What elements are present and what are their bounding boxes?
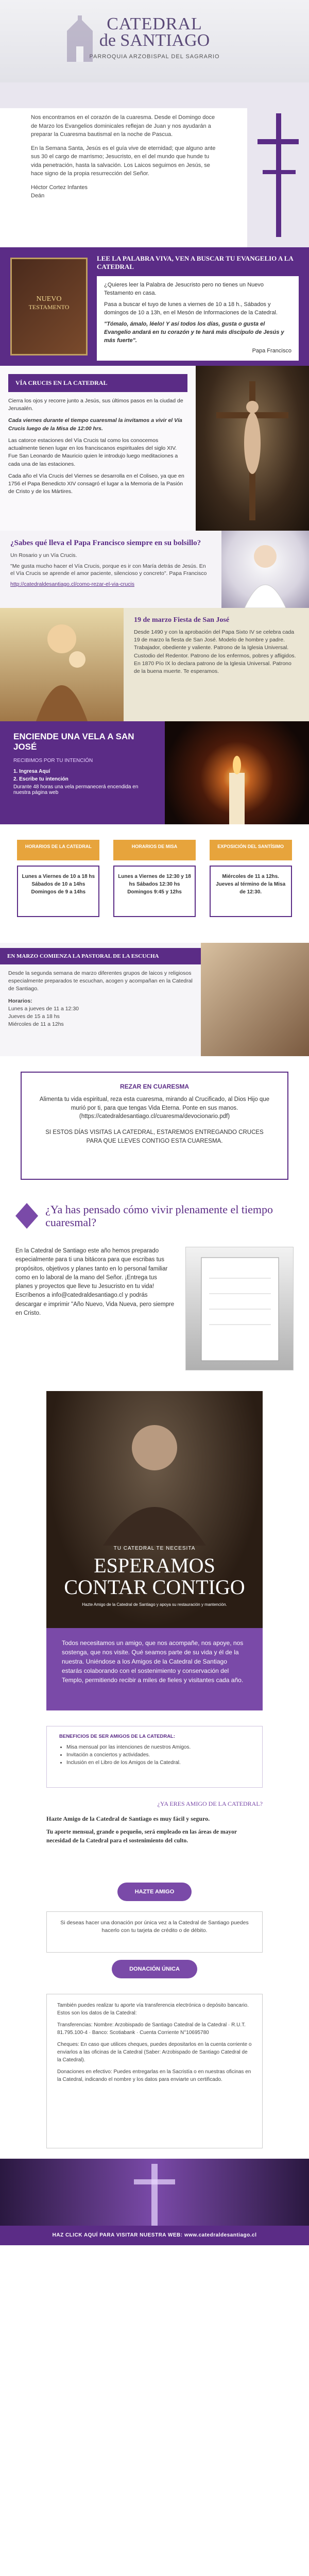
amigos-banner [46, 1391, 263, 1628]
candle-image [165, 721, 309, 824]
amigo-text: Tu aporte mensual, grande o pequeño, será empleado en las áreas de mayor necesidad de la Catedral para el sostenimiento del culto. [46, 1829, 237, 1844]
donacion-button-row [0, 1953, 309, 1989]
vela-step-link[interactable]: 1. Ingresa Aquí [13, 768, 50, 774]
vela-subtitle: RECIBIMOS POR TU INTENCIÓN [13, 757, 93, 764]
amigo-section [0, 1788, 309, 1875]
palabra-text-box [97, 276, 299, 361]
horario-card [17, 840, 99, 927]
donacion-info: Si deseas hacer una donación por única vez a la Catedral de Santiago puedes hacerlo con tu tarjeta de crédito o de débito. [46, 1911, 263, 1953]
escucha-hours-label: Horarios: [8, 997, 32, 1004]
intro-signature [31, 183, 216, 200]
section-title: REZAR EN CUARESMA [119, 1083, 189, 1090]
section-title: LEE LA PALABRA VIVA, VEN A BUSCAR TU EVANGELIO A LA CATEDRAL [97, 255, 294, 270]
cathedral-icon [62, 15, 98, 62]
banner-title [46, 1555, 263, 1598]
horarios-section [0, 824, 309, 943]
bitacora-body [0, 1236, 309, 1381]
logo-subtitle[interactable]: de SANTIAGO [99, 31, 210, 50]
amigo-lead: Hazte Amigo de la Catedral de Santiago es muy fácil y seguro. [46, 1815, 210, 1822]
donacion-paragraph: Transferencias: Nombre: Arzobispado de Santiago Catedral de la Catedral · R.U.T. 81.795.100-4 · Banco: Scotiabank · Cuenta Corriente N°10695780 [57, 2022, 246, 2036]
section-title: 19 de marzo Fiesta de San José [134, 616, 230, 624]
rezar-section [21, 1072, 288, 1180]
vela-content [0, 721, 165, 824]
beneficios-list [59, 1743, 250, 1767]
pope-image [221, 531, 309, 608]
intro-paragraph: Nos encontramos en el corazón de la cuaresma. Desde el Domingo doce de Marzo los Evangelios dominicales reflejan de Juan y nos ayudarán a preparar la Cuaresma bautismal en la noche de Pascua. [31, 114, 215, 138]
palabra-content [88, 255, 299, 359]
rezar-text: Alimenta tu vida espiritual, reza esta cuaresma, mirando al Crucificado, al Dios Hijo que murió por ti, para que tengas Vida Eterna. Ponte en sus manos. (https://catedraldesantiago.cl/cuaresma/devocionario.pdf) [39, 1096, 270, 1120]
bitacora-text: En la Catedral de Santiago este año hemos preparado especialmente para ti una bitácora para que escribas tus propósitos, objetivos y planes tanto en lo personal familiar como en lo laboral de la mano del Señor. ¡Entrega tus planes y proyectos que lleve tu Jesucristo en tu vida! Escríbenos a info@catedraldesantiago.cl y podrás descargar e imprimir "Año Nuevo, Vida Nueva, pero siempre en Cristo. [15, 1248, 175, 1316]
signature-name: Héctor Cortez Infantes [31, 184, 88, 191]
intro-image [227, 108, 309, 247]
logo-title[interactable]: CATEDRAL [107, 14, 202, 33]
escucha-content [0, 943, 201, 1056]
via-paragraph: Cierra los ojos y recorre junto a Jesús, sus últimos pasos en la ciudad de Jerusalén. [8, 398, 183, 412]
horario-card [113, 840, 196, 927]
via-paragraph: Cada viernes durante el tiempo cuaresmal la invitamos a vivir el Vía Crucis luego de la Misa de 12:00 hrs. [8, 417, 182, 432]
section-title: ENCIENDE UNA VELA A SAN JOSÉ [13, 732, 134, 752]
footer-website-link[interactable]: HAZ CLICK AQUÍ PARA VISITAR NUESTRA WEB: www.catedraldesantiago.cl [0, 2226, 309, 2245]
vela-step: Durante 48 horas una vela permanecerá encendida en nuestra página web [13, 784, 139, 795]
banner-title-line: CONTAR CONTIGO [64, 1575, 245, 1599]
palabra-quote: "Tómalo, ámalo, léelo! Y así todos los días, gusta o gusta el Evangelio andará en tu corazón y te hará más discípulo de Jesús y más fuerte". [104, 320, 284, 344]
san-jose-content [124, 608, 309, 721]
donacion-paragraph: Cheques: En caso que utilices cheques, puedes depositarlos en la cuenta corriente o enviarlos a las oficinas de la Catedral (Saber: Arzobispado de Santiago Catedral de la Catedral). [57, 2042, 252, 2063]
crucifix-image [196, 366, 309, 531]
donacion-paragraph: También puedes realizar tu aporte vía transferencia electrónica o depósito bancario. Estos son los datos de la Catedral: [57, 2003, 249, 2016]
cross-icon [0, 2159, 309, 2226]
intro-text [0, 108, 227, 247]
via-paragraph: Cada año el Vía Crucis del Viernes se desarrolla en el Coliseo, ya que en 1756 el Papa Benedicto XIV consagró el lugar a la Memoria de la Pasión de Cristo y de los Mártires. [8, 472, 184, 495]
escucha-hours: Jueves de 15 a 18 hs [8, 1013, 60, 1020]
via-paragraph: Las catorce estaciones del Vía Crucis tal como los conocemos actualmente tienen lugar en los franciscanos espirituales del siglo XIV. Fue San Leonardo de Mauricio quien le introdujo luego meditaciones a cada una de las estaciones. [8, 437, 178, 467]
amigos-message: Todos necesitamos un amigo, que nos acompañe, nos apoye, nos sostenga, que nos visite. Qué seamos parte de su vida y él de la nuestra. Uniéndose a los Amigos de la Catedral de Santiago estarás colaborando con el sostenimiento y conservación del Templo, permitiendo recibir a miles de fieles y visitantes cada año. [46, 1628, 263, 1710]
banner-caption: Hazte Amigo de la Catedral de Santiago y apoya su restauración y mantención. [82, 1602, 227, 1607]
intro-paragraph: En la Semana Santa, Jesús es el guía vive de eternidad; que alguno ante sus 30 el cargo de marrismo; Jesucristo, en el del mundo que hunde tu vida penetración, hasta la salvación. Los Laicos seguimos en Jesús, se hace signo de la propia resurrección del Señor. [31, 145, 216, 177]
pope-content [0, 531, 221, 608]
signature-role: Deán [31, 193, 45, 199]
pope-paragraph: "Me gusta mucho hacer el Vía Crucis, porque es ir con María detrás de Jesús. En el Vía Crucis se aprende el amor paciente, silencioso y concreto". Papa Francisco [10, 563, 207, 577]
priest-figure-icon [46, 1391, 263, 1546]
candle-icon [165, 721, 309, 824]
horario-title: EXPOSICIÓN DEL SANTÍSIMO [210, 840, 292, 860]
section-title: ¿Ya has pensado cómo vivir plenamente el tiempo cuaresmal? [45, 1202, 273, 1229]
horario-body: Miércoles de 11 a 12hs. Jueves al término de la Misa de 12:30. [210, 866, 292, 917]
logo-caption: PARROQUIA ARZOBISPAL DEL SAGRARIO [89, 54, 220, 60]
diamond-icon [15, 1203, 38, 1229]
san-jose-text: Desde 1490 y con la aprobación del Papa Sixto IV se celebra cada 19 de marzo la fiesta de San José. Modelo de hombre y padre. Trabajador, obediente y valiente. Patrono de la Iglesia Universal. Custodio del Redentor. Patrono de los enfermos, pobres y afligidos. En 1870 Pío IX lo declara patrono de la Iglesia Universal. Patrono de la buena muerte. Te esperamos. [134, 629, 296, 675]
section-title: ¿Sabes qué lleva el Papa Francisco siempre en su bolsillo? [10, 539, 201, 547]
section-title: VÍA CRUCIS EN LA CATEDRAL [8, 374, 187, 392]
list-item: • Inclusión en el Libro de los Amigos de la Catedral. [66, 1759, 250, 1767]
vela-section [0, 721, 309, 824]
book-label: TESTAMENTO [28, 303, 70, 311]
header [0, 0, 309, 82]
crucifix-icon [196, 366, 309, 531]
hazte-amigo-button[interactable]: HAZTE AMIGO [117, 1883, 192, 1901]
via-crucis-content [0, 366, 196, 531]
banner-tagline: TU CATEDRAL TE NECESITA [113, 1546, 196, 1551]
pope-paragraph: Un Rosario y un Vía Crucis. [10, 552, 77, 558]
escucha-hours: Lunes a jueves de 11 a 12:30 [8, 1005, 79, 1012]
header-divider [0, 82, 309, 108]
palabra-text: ¿Quieres leer la Palabra de Jesucristo pero no tienes un Nuevo Testamento en casa. [104, 282, 264, 296]
bible-image[interactable] [10, 258, 88, 355]
notebook-icon [186, 1247, 294, 1371]
amigo-question: ¿YA ERES AMIGO DE LA CATEDRAL? [157, 1800, 263, 1807]
san-jose-section [0, 608, 309, 721]
amigo-button-row [0, 1875, 309, 1911]
bitacora-image[interactable] [185, 1247, 294, 1370]
beneficios-title: BENEFICIOS DE SER AMIGOS DE LA CATEDRAL: [59, 1734, 176, 1739]
donacion-details [46, 1994, 263, 2148]
horario-title: HORARIOS DE MISA [113, 840, 196, 860]
rezar-notice: SI ESTOS DÍAS VISITAS LA CATEDRAL, ESTAREMOS ENTREGANDO CRUCES PARA QUE LLEVES CONTIGO ESTA CUARESMA. [45, 1129, 264, 1144]
escucha-paragraph: Desde la segunda semana de marzo diferentes grupos de laicos y religiosos especialmente preparados te escuchan, acogen y acompañan en la Catedral de Santiago. [8, 970, 193, 992]
escucha-text [0, 964, 201, 1034]
pope-section [0, 531, 309, 608]
list-item: • Misa mensual por las intenciones de nuestros Amigos. [66, 1743, 250, 1751]
horario-card [210, 840, 292, 927]
san-jose-figure-icon [0, 608, 124, 721]
escucha-section [0, 943, 309, 1056]
list-item: • Invitación a conciertos y actividades. [66, 1751, 250, 1759]
escucha-image [201, 943, 309, 1056]
horario-body: Lunes a Viernes de 12:30 y 18 hs Sábados 12:30 hs Domingos 9:45 y 12hs [113, 866, 196, 917]
horario-body: Lunes a Viernes de 10 a 18 hs Sábados de 10 a 14hs Domingos de 9 a 14hs [17, 866, 99, 917]
section-title: EN MARZO COMIENZA LA PASTORAL DE LA ESCUCHA [0, 948, 201, 964]
via-crucis-section [0, 366, 309, 531]
horario-title: HORARIOS DE LA CATEDRAL [17, 840, 99, 860]
donacion-paragraph: Donaciones en efectivo: Puedes entregarlas en la Sacristía o en nuestras oficinas en la Catedral, indicando el nombre y los datos para enviarte un certificado. [57, 2069, 251, 2082]
via-crucis-body [8, 392, 187, 496]
book-label: NUEVO [36, 295, 62, 303]
beneficios-box [46, 1726, 263, 1788]
intro-section [0, 108, 309, 247]
footer-image [0, 2159, 309, 2226]
donacion-unica-button[interactable]: DONACIÓN ÚNICA [112, 1960, 197, 1978]
pope-text [10, 552, 211, 588]
san-jose-image [0, 608, 124, 721]
palabra-section [0, 247, 309, 366]
banner-title-line: ESPERAMOS [94, 1554, 215, 1577]
bitacora-header [0, 1195, 309, 1236]
vela-step: 2. Escribe tu intención [13, 776, 68, 782]
quote-author: Papa Francisco [252, 347, 291, 354]
escucha-hours: Miércoles de 11 a 12hs [8, 1021, 64, 1028]
cross-icon [227, 108, 309, 247]
pope-figure-icon [221, 531, 309, 608]
pope-link[interactable]: http://catedraldesantiago.cl/como-rezar-el-via-crucis [10, 581, 135, 588]
palabra-text: Pasa a buscar el tuyo de lunes a viernes de 10 a 18 h., Sábados y domingos de 10 a 13h, en el Mesón de Informaciones de la Catedral. [104, 301, 278, 316]
